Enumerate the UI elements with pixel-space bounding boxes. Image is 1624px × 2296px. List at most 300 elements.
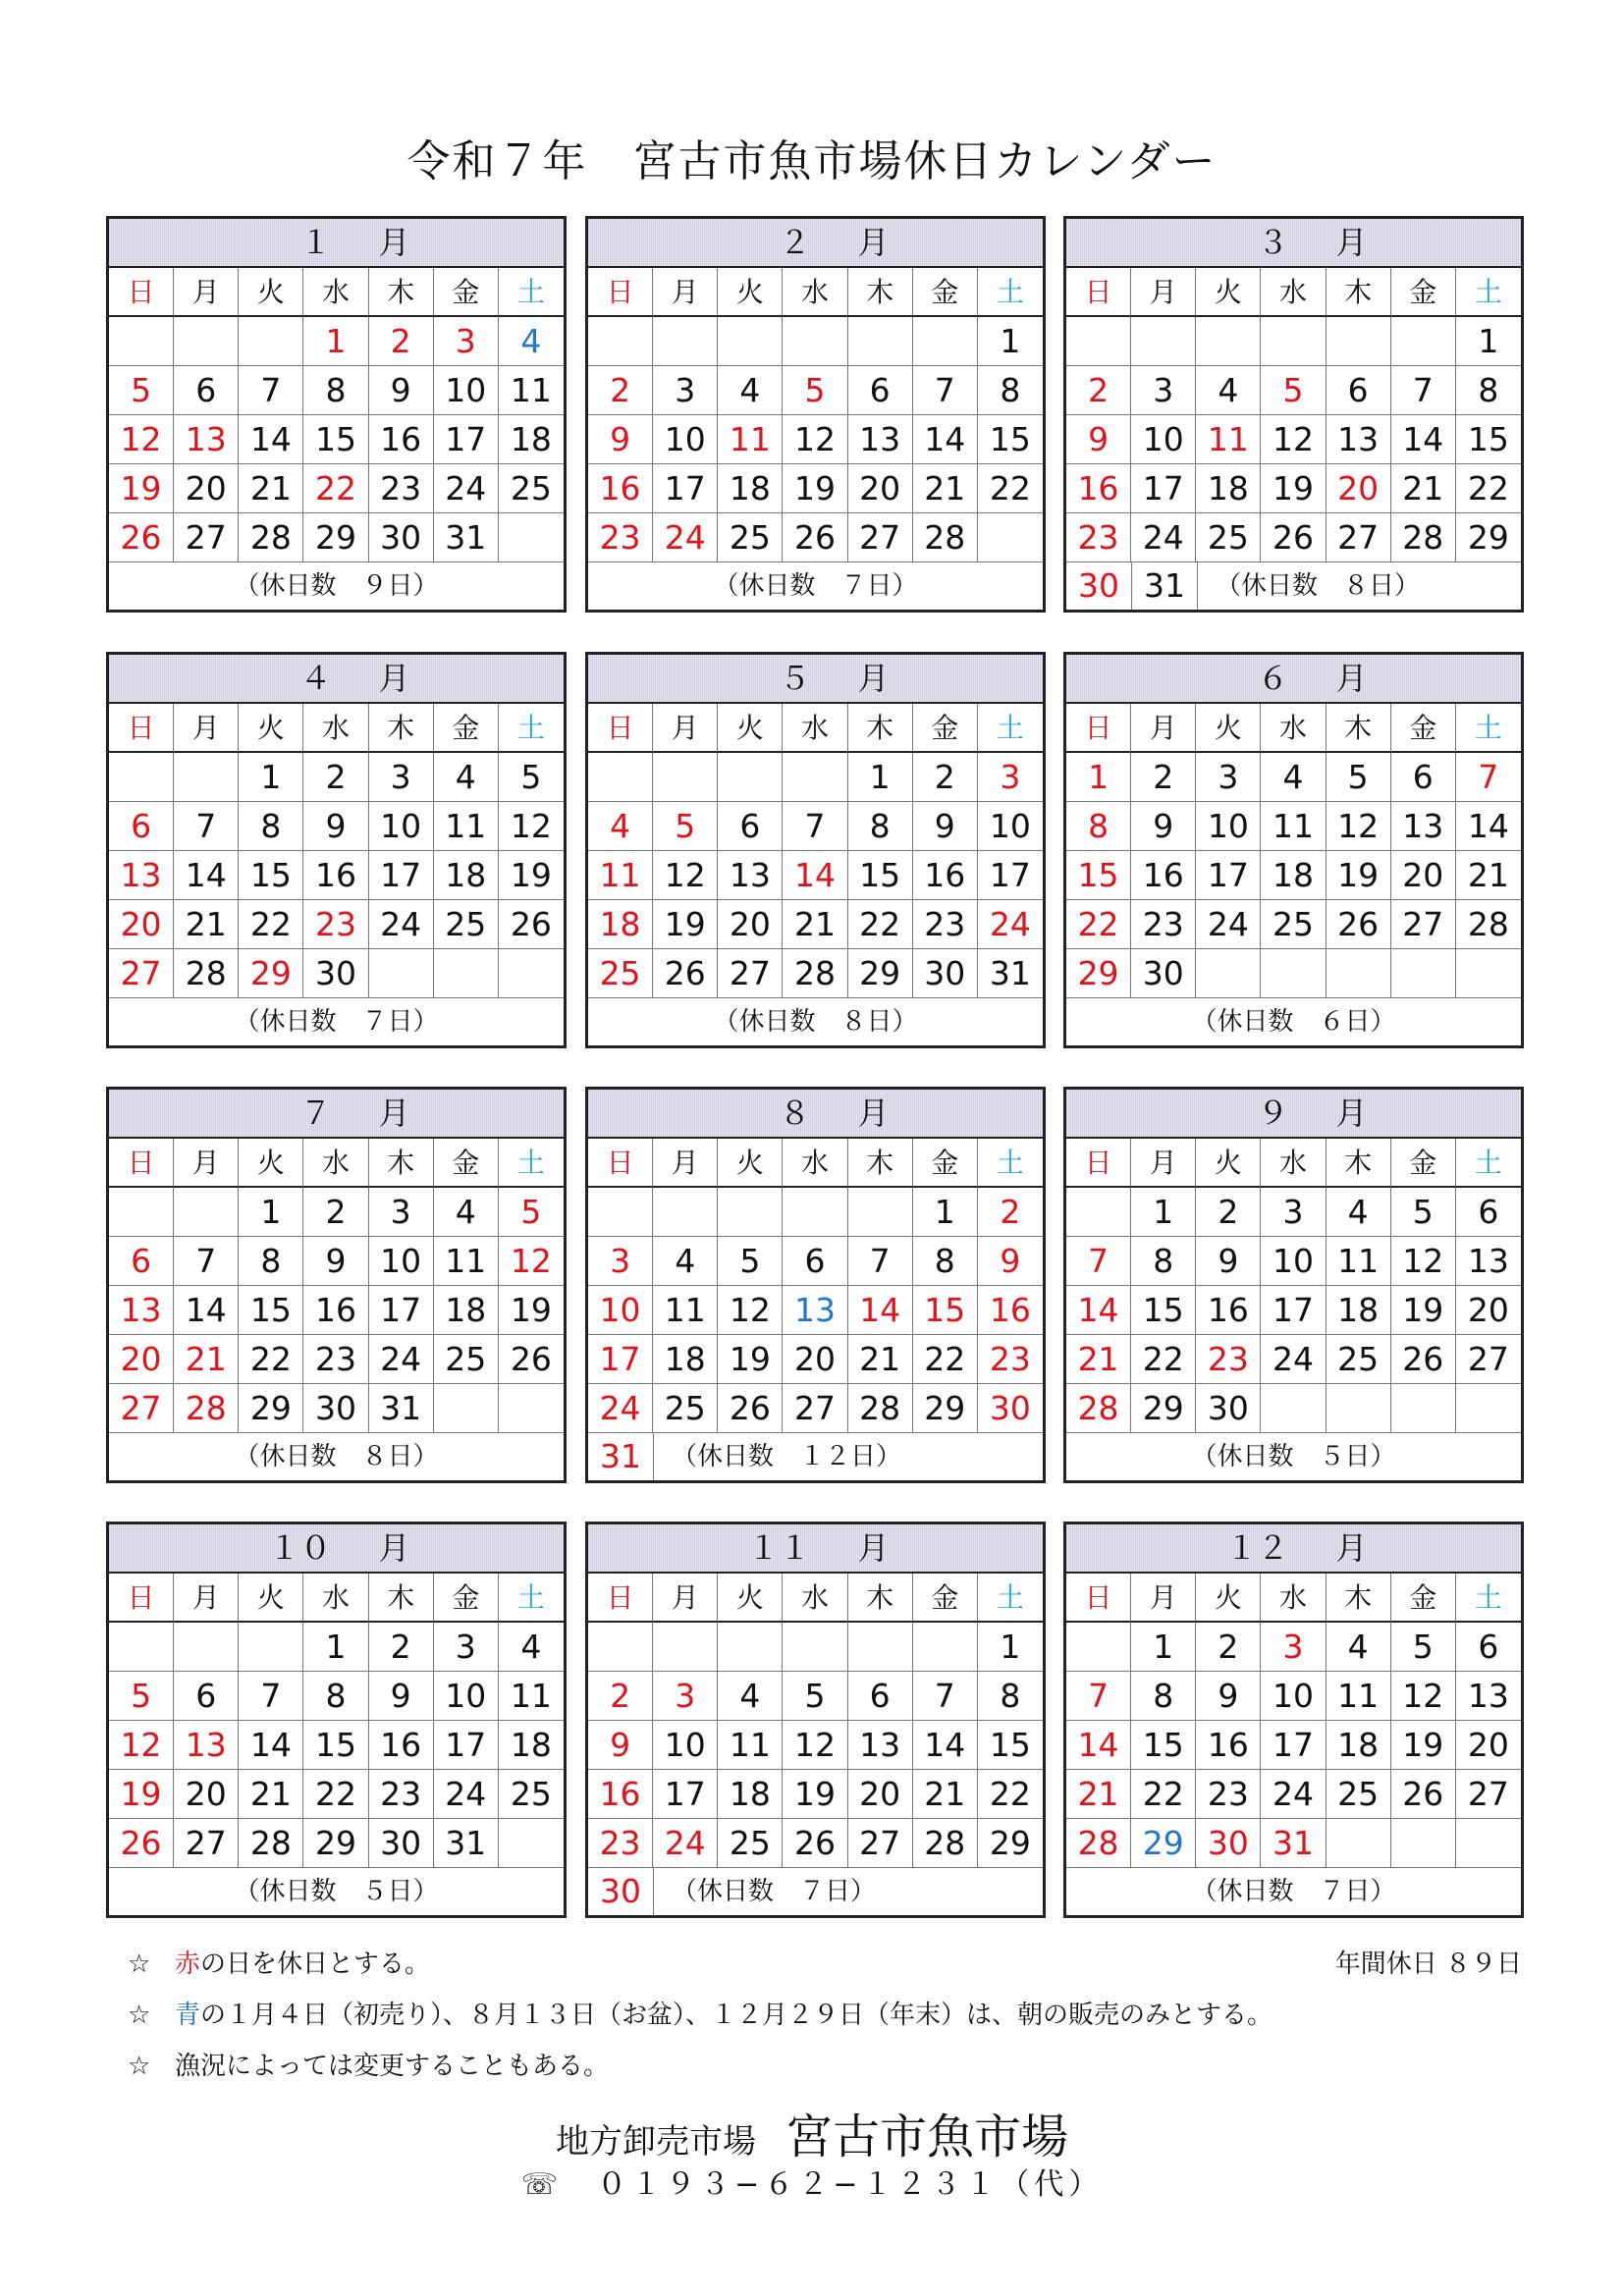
day-cell: 9 (369, 1672, 434, 1721)
day-cell: 15 (239, 851, 303, 900)
day-cell: 31 (434, 513, 499, 562)
day-cell: 10 (653, 415, 718, 464)
day-cell: 3 (653, 366, 718, 415)
empty-cell (1456, 1819, 1521, 1868)
weekday-label: 火 (718, 1574, 783, 1623)
day-cell: 13 (174, 415, 239, 464)
day-cell: 9 (303, 802, 368, 851)
month-number: ７ (299, 1095, 332, 1132)
day-cell: 7 (1391, 366, 1456, 415)
day-cell: 17 (653, 464, 718, 513)
day-cell: 17 (653, 1770, 718, 1819)
empty-cell (718, 753, 783, 802)
empty-cell (109, 1623, 174, 1672)
day-cell: 1 (1131, 1623, 1196, 1672)
day-cell: 15 (1131, 1286, 1196, 1335)
day-cell: 4 (1326, 1188, 1391, 1237)
day-cell: 29 (1131, 1819, 1196, 1868)
day-cell: 9 (588, 415, 653, 464)
day-cell: 13 (1456, 1672, 1521, 1721)
empty-cell (174, 317, 239, 366)
day-cell: 12 (109, 415, 174, 464)
weekday-header (109, 1139, 564, 1188)
empty-cell (588, 753, 653, 802)
day-cell: 25 (434, 1335, 499, 1384)
weekday-label: 月 (174, 1574, 239, 1623)
day-cell: 11 (718, 415, 783, 464)
day-cell: 3 (653, 1672, 718, 1721)
day-cell: 3 (1131, 366, 1196, 415)
note-blue-text: の１月４日（初売り）、８月１３日（お盆）、１２月２９日（年末）は、朝の販売のみとする。 (200, 2001, 1273, 2030)
day-cell: 18 (588, 900, 653, 949)
day-cell: 14 (1066, 1721, 1131, 1770)
weekday-label: 金 (913, 1139, 978, 1188)
day-cell: 21 (174, 1335, 239, 1384)
day-cell: 30 (978, 1384, 1043, 1433)
day-cell: 16 (303, 1286, 368, 1335)
month-header (1066, 1090, 1521, 1139)
day-cell: 24 (978, 900, 1043, 949)
weekday-label: 水 (303, 1139, 368, 1188)
month-number: ６ (1257, 660, 1289, 697)
month-header (109, 1524, 564, 1574)
day-cell: 4 (1261, 753, 1326, 802)
empty-cell (1326, 1384, 1391, 1433)
day-cell: 10 (653, 1721, 718, 1770)
weekday-label: 木 (1326, 1574, 1391, 1623)
day-cell: 26 (653, 949, 718, 998)
holiday-count-row (1066, 562, 1521, 610)
weekday-label: 火 (1196, 1139, 1261, 1188)
day-cell: 28 (239, 513, 303, 562)
day-cell: 25 (1326, 1335, 1391, 1384)
day-grid (588, 1623, 1043, 1868)
day-cell: 16 (978, 1286, 1043, 1335)
day-cell: 19 (1261, 464, 1326, 513)
empty-cell (109, 317, 174, 366)
day-cell: 8 (978, 1672, 1043, 1721)
day-cell: 28 (848, 1384, 913, 1433)
day-cell: 2 (1196, 1188, 1261, 1237)
day-cell: 16 (1196, 1286, 1261, 1335)
day-cell: 5 (718, 1237, 783, 1286)
day-cell: 23 (1196, 1770, 1261, 1819)
day-cell: 13 (848, 415, 913, 464)
month-label: 月 (378, 1095, 410, 1132)
month-label: 月 (1335, 224, 1368, 261)
weekday-label: 水 (303, 268, 368, 317)
day-cell: 15 (1456, 415, 1521, 464)
day-cell: 19 (109, 464, 174, 513)
weekday-label: 金 (1391, 1574, 1456, 1623)
day-cell: 24 (588, 1384, 653, 1433)
day-cell: 21 (848, 1335, 913, 1384)
day-cell: 28 (174, 949, 239, 998)
weekday-label: 日 (109, 704, 174, 753)
day-cell: 21 (1066, 1335, 1131, 1384)
weekday-label: 月 (1131, 1574, 1196, 1623)
day-cell: 29 (1456, 513, 1521, 562)
day-cell: 30 (369, 1819, 434, 1868)
day-cell: 4 (1326, 1623, 1391, 1672)
weekday-label: 土 (499, 1574, 564, 1623)
note-blue (128, 1990, 1522, 2041)
day-cell: 29 (1131, 1384, 1196, 1433)
day-cell: 23 (913, 900, 978, 949)
day-cell: 19 (1391, 1721, 1456, 1770)
day-cell: 8 (1066, 802, 1131, 851)
day-cell: 8 (978, 366, 1043, 415)
day-cell: 9 (1196, 1237, 1261, 1286)
weekday-label: 日 (1066, 1574, 1131, 1623)
weekday-label: 土 (978, 1574, 1043, 1623)
weekday-header (588, 268, 1043, 317)
day-cell: 24 (434, 464, 499, 513)
month-label: 月 (1335, 1529, 1368, 1567)
day-cell: 27 (848, 513, 913, 562)
day-cell: 27 (1456, 1335, 1521, 1384)
month-label: 月 (1335, 1095, 1368, 1132)
weekday-label: 土 (978, 268, 1043, 317)
weekday-label: 日 (1066, 268, 1131, 317)
empty-cell (978, 513, 1043, 562)
day-cell: 4 (718, 366, 783, 415)
day-cell: 26 (499, 1335, 564, 1384)
day-cell: 1 (978, 1623, 1043, 1672)
day-cell: 3 (369, 1188, 434, 1237)
day-cell: 19 (499, 851, 564, 900)
holiday-count-row (109, 1433, 564, 1480)
weekday-label: 金 (913, 704, 978, 753)
day-cell: 1 (239, 1188, 303, 1237)
day-cell: 11 (499, 366, 564, 415)
day-cell: 29 (1066, 949, 1131, 998)
day-cell: 7 (239, 1672, 303, 1721)
day-cell: 29 (239, 1384, 303, 1433)
day-cell: 24 (1131, 513, 1196, 562)
day-cell: 4 (499, 317, 564, 366)
weekday-label: 木 (1326, 268, 1391, 317)
day-cell: 31 (1261, 1819, 1326, 1868)
day-cell: 19 (499, 1286, 564, 1335)
day-cell: 31 (434, 1819, 499, 1868)
day-cell: 16 (369, 1721, 434, 1770)
weekday-label: 月 (653, 704, 718, 753)
star-icon: ☆ (128, 2001, 151, 2030)
day-cell: 24 (1261, 1770, 1326, 1819)
month-number: ８ (779, 1095, 811, 1132)
weekday-label: 水 (1261, 1139, 1326, 1188)
day-cell: 6 (1326, 366, 1391, 415)
day-cell: 8 (1131, 1237, 1196, 1286)
empty-cell (174, 1188, 239, 1237)
day-cell: 4 (718, 1672, 783, 1721)
day-cell: 2 (588, 366, 653, 415)
day-cell: 12 (1391, 1672, 1456, 1721)
weekday-label: 土 (1456, 1139, 1521, 1188)
month-11 (585, 1522, 1046, 1918)
day-cell: 13 (109, 851, 174, 900)
day-grid (109, 1623, 564, 1868)
weekday-label: 木 (369, 1139, 434, 1188)
day-cell: 16 (913, 851, 978, 900)
day-cell: 1 (303, 1623, 368, 1672)
weekday-label: 水 (303, 704, 368, 753)
day-cell: 12 (783, 415, 847, 464)
empty-cell (588, 1188, 653, 1237)
empty-cell (1391, 317, 1456, 366)
month-header (109, 655, 564, 704)
holiday-count: （休日数 ９日） (234, 571, 439, 601)
day-cell: 23 (978, 1335, 1043, 1384)
day-cell: 18 (1326, 1286, 1391, 1335)
weekday-label: 日 (109, 268, 174, 317)
day-cell: 10 (1261, 1672, 1326, 1721)
empty-cell (848, 1188, 913, 1237)
day-cell: 1 (913, 1188, 978, 1237)
day-cell: 14 (913, 415, 978, 464)
holiday-count: （休日数 ７日） (713, 571, 918, 601)
weekday-header (588, 1139, 1043, 1188)
day-cell: 21 (1391, 464, 1456, 513)
weekday-label: 金 (434, 268, 499, 317)
empty-cell (499, 513, 564, 562)
empty-cell (109, 1188, 174, 1237)
day-cell: 10 (369, 1237, 434, 1286)
day-cell: 22 (913, 1335, 978, 1384)
day-cell: 22 (303, 464, 368, 513)
day-cell: 1 (978, 317, 1043, 366)
weekday-label: 日 (588, 268, 653, 317)
month-header (588, 219, 1043, 268)
day-cell: 10 (434, 1672, 499, 1721)
holiday-count: （休日数 １２日） (672, 1442, 902, 1471)
weekday-label: 日 (1066, 704, 1131, 753)
weekday-label: 日 (588, 1139, 653, 1188)
day-cell: 4 (1196, 366, 1261, 415)
day-cell: 23 (588, 1819, 653, 1868)
day-cell: 26 (783, 513, 847, 562)
day-cell: 14 (1066, 1286, 1131, 1335)
empty-cell (913, 317, 978, 366)
day-cell: 22 (239, 900, 303, 949)
day-cell: 20 (718, 900, 783, 949)
weekday-label: 水 (1261, 1574, 1326, 1623)
empty-cell (718, 1188, 783, 1237)
day-grid (588, 317, 1043, 562)
day-cell: 8 (303, 366, 368, 415)
day-cell: 15 (303, 1721, 368, 1770)
month-12 (1063, 1522, 1524, 1918)
day-cell: 13 (718, 851, 783, 900)
empty-cell (1066, 1623, 1131, 1672)
day-cell: 4 (434, 1188, 499, 1237)
weekday-label: 火 (239, 1139, 303, 1188)
weekday-label: 木 (369, 1574, 434, 1623)
day-cell: 11 (718, 1721, 783, 1770)
empty-cell (783, 317, 847, 366)
weekday-label: 木 (848, 704, 913, 753)
day-cell: 28 (1456, 900, 1521, 949)
day-cell: 14 (913, 1721, 978, 1770)
day-cell: 20 (174, 1770, 239, 1819)
weekday-label: 月 (174, 1139, 239, 1188)
month-number: １２ (1225, 1529, 1289, 1567)
day-cell: 7 (913, 366, 978, 415)
day-cell: 5 (499, 1188, 564, 1237)
day-cell: 22 (239, 1335, 303, 1384)
day-cell: 22 (1131, 1335, 1196, 1384)
day-cell: 5 (1261, 366, 1326, 415)
day-cell: 27 (718, 949, 783, 998)
day-cell: 27 (783, 1384, 847, 1433)
empty-cell (434, 1384, 499, 1433)
day-cell: 8 (1456, 366, 1521, 415)
day-cell: 1 (1131, 1188, 1196, 1237)
note-red (128, 1939, 1522, 1990)
holiday-count: （休日数 ８日） (713, 1007, 918, 1037)
day-cell: 18 (1261, 851, 1326, 900)
day-cell: 8 (848, 802, 913, 851)
month-number: １１ (747, 1529, 811, 1567)
day-cell: 20 (1326, 464, 1391, 513)
holiday-count: （休日数 ７日） (234, 1007, 439, 1037)
holiday-count: （休日数 ８日） (1216, 571, 1421, 601)
month-4 (106, 652, 567, 1048)
phone (0, 2160, 1624, 2203)
month-header (109, 1090, 564, 1139)
weekday-label: 木 (848, 268, 913, 317)
month-label: 月 (378, 224, 410, 261)
day-cell: 28 (174, 1384, 239, 1433)
day-cell: 3 (1261, 1623, 1326, 1672)
day-cell: 26 (718, 1384, 783, 1433)
day-cell: 31 (1132, 562, 1198, 610)
day-cell: 12 (1326, 802, 1391, 851)
month-header (588, 1524, 1043, 1574)
day-cell: 18 (718, 464, 783, 513)
day-cell: 11 (434, 802, 499, 851)
month-label: 月 (378, 1529, 410, 1567)
day-cell: 29 (239, 949, 303, 998)
holiday-count: （休日数 ５日） (1191, 1442, 1396, 1471)
day-cell: 29 (978, 1819, 1043, 1868)
day-cell: 2 (303, 753, 368, 802)
empty-cell (1326, 317, 1391, 366)
star-icon: ☆ (128, 2052, 151, 2081)
day-cell: 16 (1066, 464, 1131, 513)
month-1 (106, 216, 567, 613)
holiday-count-row (588, 1433, 1043, 1480)
day-cell: 3 (588, 1237, 653, 1286)
weekday-label: 木 (1326, 704, 1391, 753)
day-cell: 21 (913, 464, 978, 513)
day-cell: 17 (1261, 1286, 1326, 1335)
day-cell: 11 (434, 1237, 499, 1286)
day-cell: 15 (848, 851, 913, 900)
month-5 (585, 652, 1046, 1048)
day-cell: 25 (1196, 513, 1261, 562)
day-cell: 18 (1326, 1721, 1391, 1770)
empty-cell (239, 1623, 303, 1672)
day-cell: 4 (588, 802, 653, 851)
day-cell: 15 (978, 415, 1043, 464)
day-cell: 17 (978, 851, 1043, 900)
annual-total: 年間休日 ８９日 (1334, 1949, 1522, 1979)
day-cell: 14 (239, 1721, 303, 1770)
day-cell: 13 (1456, 1237, 1521, 1286)
day-cell: 14 (1391, 415, 1456, 464)
day-cell: 12 (1261, 415, 1326, 464)
weekday-label: 火 (718, 268, 783, 317)
day-cell: 18 (653, 1335, 718, 1384)
day-cell: 6 (174, 1672, 239, 1721)
day-cell: 10 (1131, 415, 1196, 464)
weekday-label: 土 (1456, 268, 1521, 317)
day-cell: 26 (1326, 900, 1391, 949)
day-grid (1066, 317, 1521, 562)
day-cell: 21 (1066, 1770, 1131, 1819)
weekday-label: 月 (653, 1574, 718, 1623)
weekday-label: 火 (718, 1139, 783, 1188)
day-cell: 18 (718, 1770, 783, 1819)
notes (128, 1939, 1522, 2092)
day-cell: 7 (913, 1672, 978, 1721)
day-cell: 17 (588, 1335, 653, 1384)
day-cell: 14 (174, 851, 239, 900)
day-cell: 29 (913, 1384, 978, 1433)
day-cell: 15 (1066, 851, 1131, 900)
weekday-label: 水 (303, 1574, 368, 1623)
day-cell: 23 (303, 900, 368, 949)
day-cell: 29 (303, 1819, 368, 1868)
day-cell: 5 (783, 366, 847, 415)
month-3 (1063, 216, 1524, 613)
day-cell: 5 (109, 1672, 174, 1721)
day-cell: 13 (109, 1286, 174, 1335)
day-cell: 27 (174, 1819, 239, 1868)
weekday-label: 火 (239, 704, 303, 753)
weekday-label: 日 (109, 1139, 174, 1188)
day-cell: 30 (303, 949, 368, 998)
empty-cell (1326, 1819, 1391, 1868)
month-number: ４ (299, 660, 332, 697)
month-header (588, 655, 1043, 704)
day-grid (588, 1188, 1043, 1433)
day-cell: 9 (978, 1237, 1043, 1286)
empty-cell (1326, 949, 1391, 998)
weekday-label: 金 (1391, 1139, 1456, 1188)
day-grid (109, 753, 564, 998)
month-10 (106, 1522, 567, 1918)
day-cell: 20 (848, 464, 913, 513)
weekday-label: 火 (239, 1574, 303, 1623)
day-cell: 10 (1196, 802, 1261, 851)
weekday-label: 月 (653, 268, 718, 317)
day-cell: 5 (1391, 1623, 1456, 1672)
month-label: 月 (857, 660, 890, 697)
day-cell: 29 (848, 949, 913, 998)
day-cell: 2 (913, 753, 978, 802)
weekday-label: 火 (1196, 1574, 1261, 1623)
day-cell: 30 (913, 949, 978, 998)
holiday-count-row (588, 562, 1043, 610)
weekday-header (109, 1574, 564, 1623)
day-cell: 24 (369, 1335, 434, 1384)
empty-cell (913, 1623, 978, 1672)
day-cell: 6 (174, 366, 239, 415)
month-header (1066, 219, 1521, 268)
